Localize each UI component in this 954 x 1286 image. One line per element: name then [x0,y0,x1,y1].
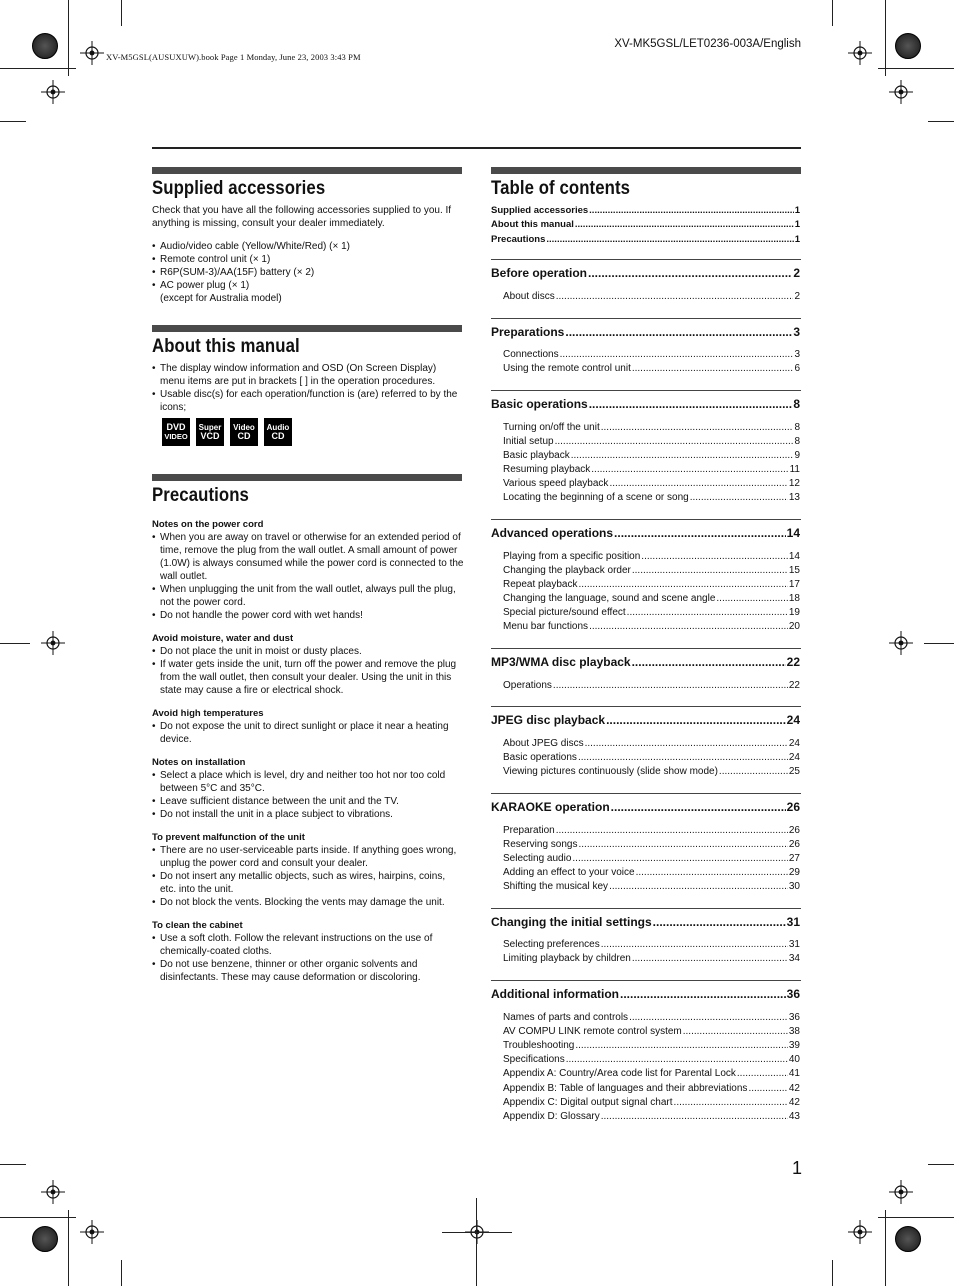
toc-item[interactable]: Preparation ..... 26 [503,825,800,836]
toc-item[interactable]: Changing the playback order ..... 15 [503,565,800,576]
toc-item[interactable]: AV COMPU LINK remote control system ..... 38 [503,1026,800,1037]
toc-item[interactable]: Reserving songs ..... 26 [503,839,800,850]
section-bar [152,474,462,481]
toc-item[interactable]: Viewing pictures continuously (slide show mode) ..... 25 [503,766,800,777]
section-bar [491,167,801,174]
precaution-list [152,932,464,984]
toc-item[interactable]: Various speed playback ..... 12 [503,478,800,489]
toc-item[interactable]: Adding an effect to your voice ..... 29 [503,867,800,878]
list-item: • There are no user-serviceable parts inside. If anything goes wrong, unplug the power cord and consult your dealer. [152,844,464,870]
section-bar [152,167,462,174]
registration-mark-icon [41,631,65,655]
list-item: • Do not use benzene, thinner or other organic solvents and disinfectants. These may cause deformation or discoloring. [152,958,464,984]
toc-link-precautions[interactable]: Precautions ..... 1 [491,234,800,245]
toc-item[interactable]: Repeat playback ..... 17 [503,579,800,590]
color-swatch-icon [895,1226,921,1252]
side-crop-mark [0,643,30,644]
toc-item[interactable]: Basic playback ..... 9 [503,450,800,461]
about-list [152,362,464,414]
toc-item[interactable]: Special picture/sound effect ..... 19 [503,607,800,618]
precaution-list [152,645,464,697]
toc-item[interactable]: About JPEG discs ..... 24 [503,738,800,749]
toc-divider [491,519,801,520]
list-item: • Do not place the unit in moist or dusty places. [152,645,464,658]
page-number: 1 [791,1158,802,1178]
supplied-title: Supplied accessories [152,177,326,199]
toc-link-about-this-manual[interactable]: About this manual ..... 1 [491,219,800,230]
toc-title: Table of contents [491,177,631,199]
precaution-heading: Notes on the power cord [152,519,264,530]
list-item: • When unplugging the unit from the wall outlet, always pull the plug, not the power cord. [152,583,464,609]
top-rule [152,147,801,149]
supplied-intro: Check that you have all the following accessories supplied to you. If anything is missing, consult your dealer immediately. [152,205,452,229]
toc-item[interactable]: Limiting playback by children ..... 34 [503,953,800,964]
list-item: • Do not insert any metallic objects, such as wires, hairpins, coins, etc. into the unit. [152,870,464,896]
center-crop-mark [442,1232,512,1233]
list-item: • Do not expose the unit to direct sunlight or place it near a heating device. [152,720,464,746]
precaution-list [152,844,464,909]
toc-item[interactable]: Menu bar functions ..... 20 [503,621,800,632]
list-item: • The display window information and OSD (On Screen Display) menu items are put in brackets [ ] in the operation procedures. [152,362,464,388]
supplied-list [152,240,464,292]
toc-divider [491,390,801,391]
precaution-heading: Avoid moisture, water and dust [152,633,294,644]
color-swatch-icon [32,1226,58,1252]
toc-section-karaoke[interactable]: KARAOKE operation ..... 26 [491,800,800,814]
toc-item[interactable]: Locating the beginning of a scene or song ..... 13 [503,492,800,503]
registration-mark-icon [848,1220,872,1244]
video-cd-icon: Video CD [230,418,258,446]
precaution-heading: To clean the cabinet [152,920,243,931]
list-item: • Do not install the unit in a place subject to vibrations. [152,808,464,821]
toc-section-initial-settings[interactable]: Changing the initial settings ..... 31 [491,915,800,929]
list-item: • Do not block the vents. Blocking the vents may damage the unit. [152,896,464,909]
toc-section-mp3-wma-playback[interactable]: MP3/WMA disc playback ..... 22 [491,655,800,669]
registration-mark-icon [889,80,913,104]
list-item: • When you are away on travel or otherwise for an extended period of time, remove the plug from the wall outlet. A small amount of power (1.0W) is always consumed while the power cord is connected to the wall outlet. [152,531,464,583]
toc-divider [491,908,801,909]
toc-link-supplied-accessories[interactable]: Supplied accessories ..... 1 [491,205,800,216]
toc-section-advanced-operations[interactable]: Advanced operations ..... 14 [491,526,800,540]
toc-item[interactable]: Appendix B: Table of languages and their abbreviations ..... 42 [503,1083,800,1094]
list-item: • Usable disc(s) for each operation/function is (are) referred to by the icons; [152,388,464,414]
precaution-list [152,720,464,746]
model-code: XV-MK5GSL/LET0236-003A/English [614,38,801,50]
toc-item[interactable]: Operations ..... 22 [503,680,800,691]
book-info: XV-M5GSL(AUSUXUW).book Page 1 Monday, June 23, 2003 3:43 PM [106,52,361,62]
toc-item[interactable]: Using the remote control unit ..... 6 [503,363,800,374]
toc-item[interactable]: Initial setup ..... 8 [503,436,800,447]
toc-item[interactable]: Connections ..... 3 [503,349,800,360]
toc-item[interactable]: Appendix C: Digital output signal chart ..... 42 [503,1097,800,1108]
precautions-body [152,518,464,984]
supplied-note: (except for Australia model) [160,293,282,304]
registration-mark-icon [80,1220,104,1244]
side-crop-mark [924,643,954,644]
toc-item[interactable]: Appendix A: Country/Area code list for Parental Lock ..... 41 [503,1068,800,1079]
toc-divider [491,648,801,649]
toc-item[interactable]: About discs ..... 2 [503,291,800,302]
list-item: • Remote control unit (× 1) [152,253,464,266]
toc-section-preparations[interactable]: Preparations ..... 3 [491,325,800,339]
toc-item[interactable]: Shifting the musical key ..... 30 [503,881,800,892]
toc-item[interactable]: Appendix D: Glossary ..... 43 [503,1111,800,1122]
registration-mark-icon [848,41,872,65]
section-bar [152,325,462,332]
registration-mark-icon [889,1180,913,1204]
color-swatch-icon [895,33,921,59]
toc-item[interactable]: Specifications ..... 40 [503,1054,800,1065]
disc-icons [162,418,292,446]
supplied-body [152,204,464,305]
list-item: • Do not handle the power cord with wet hands! [152,609,464,622]
precaution-list [152,769,464,821]
toc-item[interactable]: Selecting audio ..... 27 [503,853,800,864]
list-item: • AC power plug (× 1) [152,279,464,292]
about-title: About this manual [152,335,300,357]
toc-item[interactable]: Troubleshooting ..... 39 [503,1040,800,1051]
toc-divider [491,793,801,794]
toc-item[interactable]: Basic operations ..... 24 [503,752,800,763]
registration-mark-icon [41,1180,65,1204]
registration-mark-icon [80,41,104,65]
toc-section-jpeg-playback[interactable]: JPEG disc playback ..... 24 [491,713,800,727]
center-crop-mark [476,1198,477,1286]
list-item: • R6P(SUM-3)/AA(15F) battery (× 2) [152,266,464,279]
list-item: • Audio/video cable (Yellow/White/Red) (× 1) [152,240,464,253]
toc-item[interactable]: Playing from a specific position ..... 14 [503,551,800,562]
super-vcd-icon: Super VCD [196,418,224,446]
audio-cd-icon: Audio CD [264,418,292,446]
precaution-heading: Avoid high temperatures [152,708,264,719]
precaution-heading: To prevent malfunction of the unit [152,832,305,843]
list-item: • Use a soft cloth. Follow the relevant instructions on the use of chemically-coated cloths. [152,932,464,958]
color-swatch-icon [32,33,58,59]
toc-divider [491,706,801,707]
toc-item[interactable]: Names of parts and controls ..... 36 [503,1012,800,1023]
toc-section-before-operation[interactable]: Before operation ..... 2 [491,266,800,280]
list-item: • Select a place which is level, dry and neither too hot nor too cold between 5°C and 35°C. [152,769,464,795]
toc-divider [491,980,801,981]
toc-item[interactable]: Changing the language, sound and scene angle ..... 18 [503,593,800,604]
precaution-list [152,531,464,622]
about-body [152,362,464,414]
registration-mark-icon [41,80,65,104]
toc-section-basic-operations[interactable]: Basic operations ..... 8 [491,397,800,411]
precautions-title: Precautions [152,484,249,506]
toc-divider [491,318,801,319]
toc-item[interactable]: Selecting preferences ..... 31 [503,939,800,950]
toc-divider [491,259,801,260]
toc-section-additional-information[interactable]: Additional information ..... 36 [491,987,800,1001]
list-item: • Leave sufficient distance between the unit and the TV. [152,795,464,808]
toc-item[interactable]: Resuming playback ..... 11 [503,464,800,475]
toc-item[interactable]: Turning on/off the unit ..... 8 [503,422,800,433]
registration-mark-icon [889,631,913,655]
list-item: • If water gets inside the unit, turn off the power and remove the plug from the wall outlet, then consult your dealer. Using the unit in this state may cause a fire or electrical shock. [152,658,464,697]
dvd-video-icon: DVD VIDEO [162,418,190,446]
precaution-heading: Notes on installation [152,757,246,768]
